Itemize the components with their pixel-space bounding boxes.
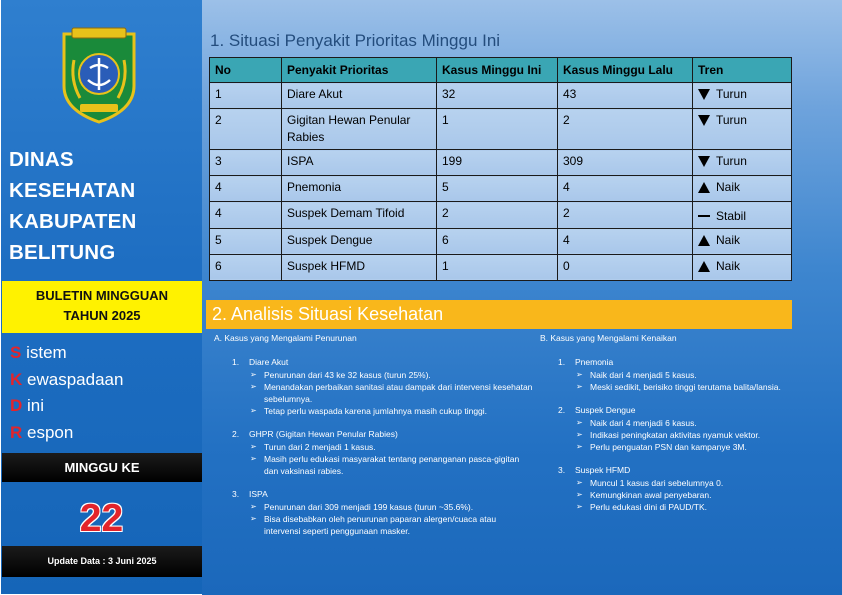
analysis-item-title — [214, 488, 534, 500]
cell-this-week: 6 — [437, 228, 558, 254]
analysis-bullet: ➢ Perlu edukasi dini di PAUD/TK. — [540, 501, 840, 513]
trend-label: Naik — [716, 180, 741, 194]
analysis-bullet: ➢ Kemungkinan awal penyebaran. — [540, 489, 840, 501]
item-number: 3. — [232, 489, 240, 499]
analysis-item — [540, 464, 840, 513]
skdr-letter: K — [10, 369, 23, 389]
analysis-bullet: ➢ Menandakan perbaikan sanitasi atau dampak dari intervensi kesehatan sebelumnya. — [214, 381, 534, 405]
cell-this-week: 5 — [437, 176, 558, 202]
trend-indicator — [698, 258, 740, 275]
org-title-line: DINAS — [9, 148, 74, 171]
bulletin-line: BULETIN MINGGUAN — [35, 288, 169, 303]
cell-no: 6 — [210, 254, 282, 280]
org-title-line: KESEHATAN — [9, 179, 136, 202]
priority-disease-table — [209, 57, 792, 281]
cell-no: 5 — [210, 228, 282, 254]
col-header-disease: Penyakit Prioritas — [282, 58, 437, 83]
skdr-line — [10, 340, 123, 367]
col-header-this-week: Kasus Minggu Ini — [437, 58, 558, 83]
table-row — [210, 176, 792, 202]
table-row — [210, 254, 792, 280]
table-row — [210, 83, 792, 109]
triangle-down-icon — [698, 115, 710, 126]
analysis-item-title — [214, 356, 534, 368]
cell-trend — [693, 109, 792, 150]
col-header-last-week: Kasus Minggu Lalu — [558, 58, 693, 83]
col-header-trend: Tren — [693, 58, 792, 83]
trend-label: Turun — [716, 154, 747, 168]
col-header-no: No — [210, 58, 282, 83]
analysis-bullet: ➢ Meski sedikit, berisiko tinggi terutama balita/lansia. — [540, 381, 840, 393]
trend-indicator — [698, 153, 747, 170]
cell-last-week: 4 — [558, 176, 693, 202]
main-content — [202, 0, 842, 595]
analysis-item — [540, 356, 840, 393]
cell-trend — [693, 176, 792, 202]
analysis-item-title — [540, 464, 840, 476]
skdr-line — [10, 367, 123, 394]
item-title-text: GHPR (Gigitan Hewan Penular Rabies) — [249, 429, 398, 439]
item-number: 1. — [232, 357, 240, 367]
analysis-item-title — [540, 356, 840, 368]
dash-icon — [698, 215, 710, 217]
regency-emblem-logo — [58, 24, 140, 124]
cell-disease: Suspek Demam Tifoid — [282, 202, 437, 229]
analysis-bullet: ➢ Penurunan dari 309 menjadi 199 kasus (turun ~35.6%). — [214, 501, 534, 513]
cell-this-week: 1 — [437, 109, 558, 150]
increase-analysis — [540, 332, 840, 524]
skdr-line — [10, 393, 123, 420]
triangle-up-icon — [698, 261, 710, 272]
trend-label: Turun — [716, 87, 747, 101]
trend-label: Turun — [716, 113, 747, 127]
cell-trend — [693, 228, 792, 254]
cell-no: 4 — [210, 202, 282, 229]
week-number: 22 — [79, 497, 124, 540]
cell-trend — [693, 150, 792, 176]
analysis-item — [214, 428, 534, 477]
cell-last-week: 0 — [558, 254, 693, 280]
cell-disease: Gigitan Hewan Penular Rabies — [282, 109, 437, 150]
table-row — [210, 109, 792, 150]
cell-last-week: 2 — [558, 202, 693, 229]
week-label: MINGGU KE — [2, 453, 202, 482]
analysis-bullet: ➢ Turun dari 2 menjadi 1 kasus. — [214, 441, 534, 453]
cell-no: 4 — [210, 176, 282, 202]
sidebar — [1, 0, 202, 594]
organization-title — [9, 144, 136, 268]
cell-disease: Diare Akut — [282, 83, 437, 109]
skdr-letter: D — [10, 396, 23, 415]
cell-no: 3 — [210, 150, 282, 176]
cell-disease: Suspek Dengue — [282, 228, 437, 254]
analysis-bullet: ➢ Muncul 1 kasus dari sebelumnya 0. — [540, 477, 840, 489]
analysis-bullet: ➢ Tetap perlu waspada karena jumlahnya masih cukup tinggi. — [214, 405, 534, 417]
trend-label: Naik — [716, 258, 741, 273]
cell-no: 1 — [210, 83, 282, 109]
skdr-word: espon — [27, 422, 74, 442]
skdr-word: istem — [26, 343, 67, 362]
cell-disease: ISPA — [282, 150, 437, 176]
triangle-down-icon — [698, 156, 710, 167]
item-number: 2. — [558, 405, 566, 415]
trend-indicator — [698, 208, 746, 225]
cell-disease: Suspek HFMD — [282, 254, 437, 280]
analysis-item — [540, 404, 840, 453]
item-number: 3. — [558, 465, 566, 475]
section2-title: 2. Analisis Situasi Kesehatan — [206, 300, 792, 329]
analysis-bullet: ➢ Naik dari 4 menjadi 5 kasus. — [540, 369, 840, 381]
org-title-line: KABUPATEN — [9, 210, 137, 233]
table-row — [210, 228, 792, 254]
trend-indicator — [698, 86, 747, 103]
item-title-text: Diare Akut — [249, 357, 289, 367]
analysis-item-title — [214, 428, 534, 440]
skdr-letter: S — [10, 343, 22, 362]
analysis-item-title — [540, 404, 840, 416]
decrease-analysis — [214, 332, 534, 548]
triangle-up-icon — [698, 182, 710, 193]
org-title-line: BELITUNG — [9, 241, 116, 264]
analysis-item — [214, 356, 534, 417]
bulletin-banner — [2, 281, 202, 333]
item-title-text: Suspek HFMD — [575, 465, 631, 475]
skdr-word: ewaspadaan — [27, 369, 124, 389]
cell-this-week: 199 — [437, 150, 558, 176]
skdr-word: ini — [27, 396, 45, 415]
trend-indicator — [698, 232, 740, 249]
cell-last-week: 43 — [558, 83, 693, 109]
analysis-bullet: ➢ Naik dari 4 menjadi 6 kasus. — [540, 417, 840, 429]
decrease-heading: A. Kasus yang Mengalami Penurunan — [214, 333, 357, 343]
trend-indicator — [698, 112, 747, 129]
trend-label: Stabil — [716, 208, 747, 223]
skdr-acronym — [10, 340, 123, 446]
cell-this-week: 1 — [437, 254, 558, 280]
increase-heading: B. Kasus yang Mengalami Kenaikan — [540, 333, 677, 343]
cell-this-week: 32 — [437, 83, 558, 109]
table-row — [210, 150, 792, 176]
analysis-bullet: ➢ Penurunan dari 43 ke 32 kasus (turun 25%). — [214, 369, 534, 381]
analysis-item — [214, 488, 534, 537]
cell-last-week: 309 — [558, 150, 693, 176]
triangle-down-icon — [698, 89, 710, 100]
cell-last-week: 4 — [558, 228, 693, 254]
section1-title: 1. Situasi Penyakit Prioritas Minggu Ini — [210, 31, 501, 50]
analysis-bullet: ➢ Indikasi peningkatan aktivitas nyamuk vektor. — [540, 429, 840, 441]
analysis-bullet: ➢ Bisa disebabkan oleh penurunan paparan alergen/cuaca atau intervensi seperti penggunaan masker. — [214, 513, 534, 537]
item-title-text: Suspek Dengue — [575, 405, 636, 415]
triangle-up-icon — [698, 235, 710, 246]
item-title-text: ISPA — [249, 489, 268, 499]
cell-disease: Pnemonia — [282, 176, 437, 202]
table-row — [210, 202, 792, 229]
trend-indicator — [698, 179, 740, 196]
cell-trend — [693, 202, 792, 229]
analysis-bullet: ➢ Perlu penguatan PSN dan kampanye 3M. — [540, 441, 840, 453]
item-title-text: Pnemonia — [575, 357, 614, 367]
trend-label: Naik — [716, 232, 741, 247]
update-date: Update Data : 3 Juni 2025 — [2, 546, 202, 577]
item-number: 1. — [558, 357, 566, 367]
cell-trend — [693, 83, 792, 109]
cell-trend — [693, 254, 792, 280]
skdr-line — [10, 420, 123, 447]
table-header-row — [210, 58, 792, 83]
analysis-bullet: ➢ Masih perlu edukasi masyarakat tentang penanganan pasca-gigitan dan vaksinasi rabies. — [214, 453, 534, 477]
cell-last-week: 2 — [558, 109, 693, 150]
cell-this-week: 2 — [437, 202, 558, 229]
cell-no: 2 — [210, 109, 282, 150]
item-number: 2. — [232, 429, 240, 439]
skdr-letter: R — [10, 422, 23, 442]
bulletin-line: TAHUN 2025 — [63, 308, 141, 323]
